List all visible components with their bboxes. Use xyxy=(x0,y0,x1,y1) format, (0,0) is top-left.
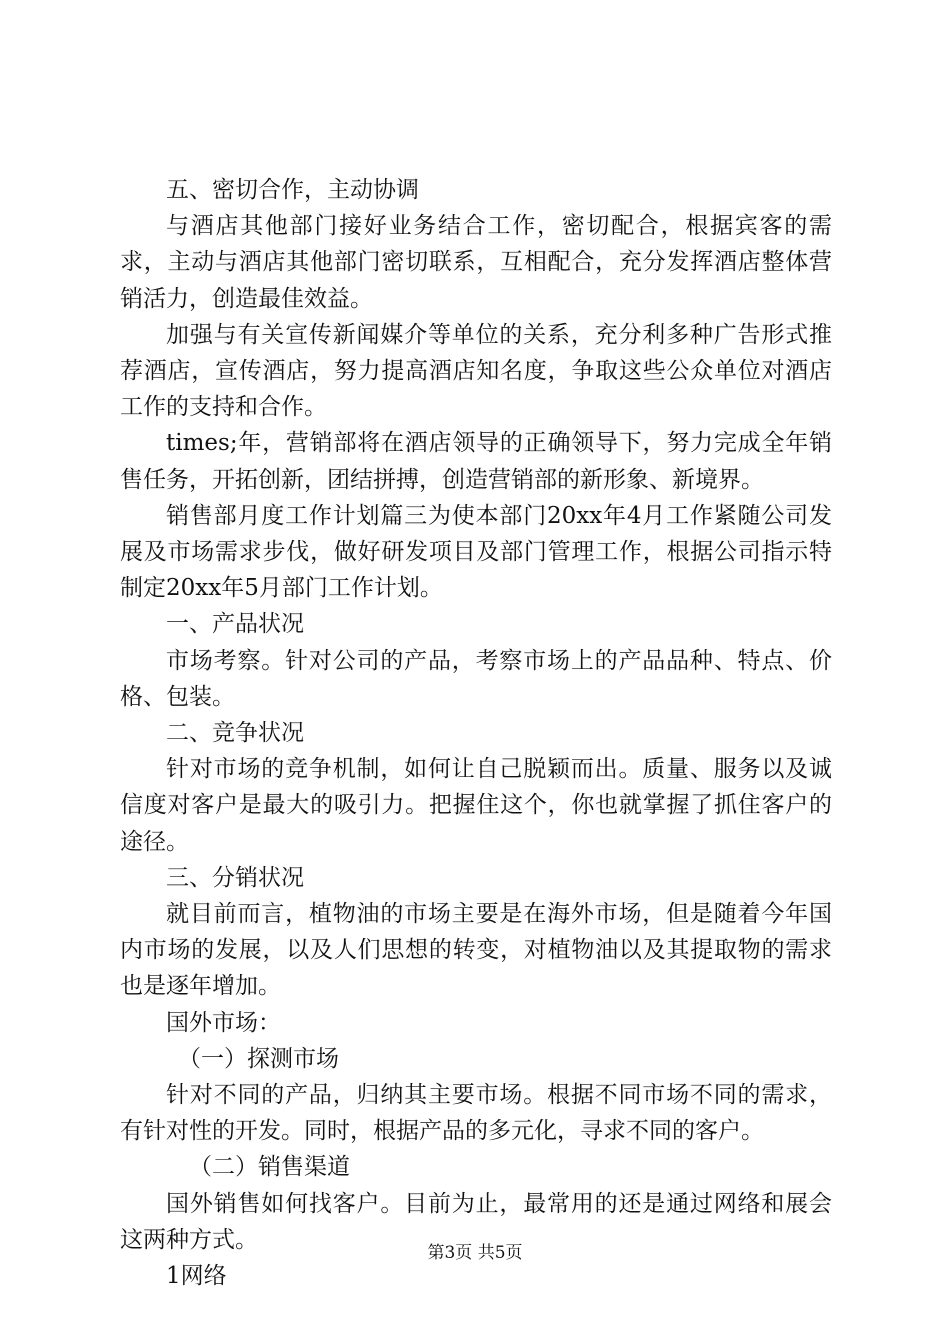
paragraph-media: 加强与有关宣传新闻媒介等单位的关系，充分利多种广告形式推荐酒店，宣传酒店，努力提高酒店知名度，争取这些公众单位对酒店工作的支持和合作。 xyxy=(120,321,832,421)
heading-competition-status: 二、竞争状况 xyxy=(166,720,304,747)
paragraph-cooperation: 与酒店其他部门接好业务结合工作，密切配合，根据宾客的需求，主动与酒店其他部门密切联系，互相配合，充分发挥酒店整体营销活力，创造最佳效益。 xyxy=(120,213,832,312)
heading-foreign-market: 国外市场： xyxy=(166,1009,281,1036)
heading-explore-market: （一）探测市场 xyxy=(178,1045,339,1072)
paragraph-distribution: 就目前而言，植物油的市场主要是在海外市场，但是随着今年国内市场的发展，以及人们思想的转变，对植物油以及其提取物的需求也是逐年增加。 xyxy=(120,901,832,1000)
document-body xyxy=(120,172,832,1294)
heading-product-status: 一、产品状况 xyxy=(166,611,304,638)
paragraph-competition: 针对市场的竞争机制，如何让自己脱颖而出。质量、服务以及诚信度对客户是最大的吸引力。把握住这个，你也就掌握了抓住客户的途径。 xyxy=(120,756,832,855)
heading-cooperation: 五、密切合作，主动协调 xyxy=(166,177,419,203)
paragraph-monthly-plan: 销售部月度工作计划篇三为使本部门20xx年4月工作紧随公司发展及市场需求步伐，做好研发项目及部门管理工作，根据公司指示特制定20xx年5月部门工作计划。 xyxy=(120,502,832,602)
paragraph-explore-market: 针对不同的产品，归纳其主要市场。根据不同市场不同的需求，有针对性的开发。同时，根据产品的多元化，寻求不同的客户。 xyxy=(120,1082,832,1145)
paragraph-market-survey: 市场考察。针对公司的产品，考察市场上的产品品种、特点、价格、包装。 xyxy=(120,647,832,710)
paragraph-sales-channel: 国外销售如何找客户。目前为止，最常用的还是通过网络和展会这两种方式。 xyxy=(120,1190,832,1253)
heading-sales-channel: （二）销售渠道 xyxy=(189,1154,350,1181)
heading-distribution-status: 三、分销状况 xyxy=(166,864,304,891)
heading-network: 1网络 xyxy=(166,1263,227,1290)
page-number-footer: 第3页 共5页 xyxy=(427,1243,523,1263)
paragraph-sales-goal: times;年，营销部将在酒店领导的正确领导下，努力完成全年销售任务，开拓创新，团结拼搏，创造营销部的新形象、新境界。 xyxy=(120,430,832,493)
